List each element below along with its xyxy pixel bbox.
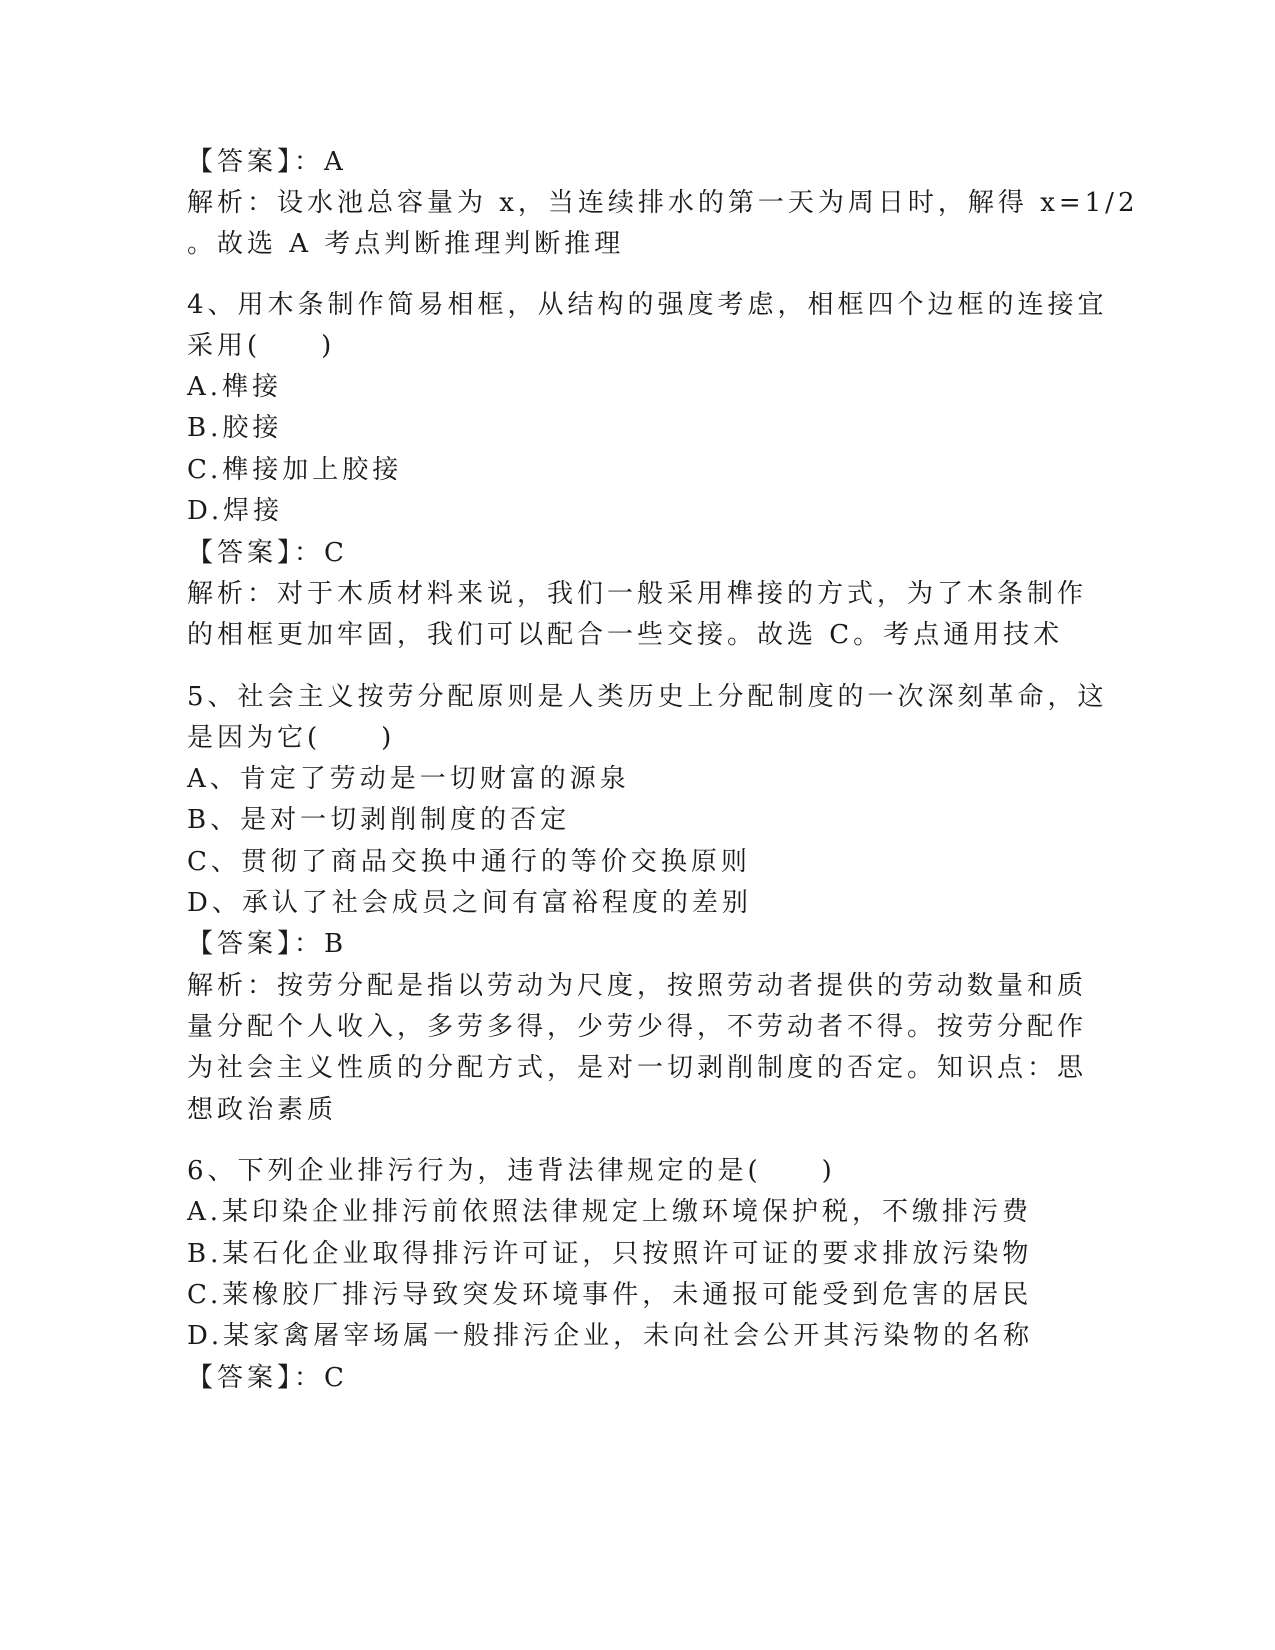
option-d: D、承认了社会成员之间有富裕程度的差别 xyxy=(187,888,752,918)
option-a: A.榫接 xyxy=(187,372,283,402)
option-a: A、肯定了劳动是一切财富的源泉 xyxy=(187,764,630,794)
answer-line: 【答案】：C xyxy=(187,538,348,568)
option-c: C.榫接加上胶接 xyxy=(187,455,403,485)
analysis-line: 解析：按劳分配是指以劳动为尺度，按照劳动者提供的劳动数量和质 xyxy=(187,971,1088,1001)
analysis-line: 解析：设水池总容量为 x，当连续排水的第一天为周日时，解得 x=1/2 xyxy=(187,188,1139,218)
option-d: D.焊接 xyxy=(187,496,284,526)
answer-line: 【答案】：C xyxy=(187,1363,348,1393)
question-stem: 采用( ) xyxy=(187,331,336,361)
option-b: B.胶接 xyxy=(187,413,283,443)
question-stem: 是因为它( ) xyxy=(187,723,396,753)
answer-line: 【答案】：A xyxy=(187,147,347,177)
analysis-line: 量分配个人收入，多劳多得，少劳少得，不劳动者不得。按劳分配作 xyxy=(187,1012,1088,1042)
question-stem: 6、下列企业排污行为，违背法律规定的是( ) xyxy=(187,1156,836,1186)
analysis-line: 为社会主义性质的分配方式，是对一切剥削制度的否定。知识点：思 xyxy=(187,1053,1088,1083)
option-c: C.莱橡胶厂排污导致突发环境事件，未通报可能受到危害的居民 xyxy=(187,1280,1033,1310)
option-d: D.某家禽屠宰场属一般排污企业，未向社会公开其污染物的名称 xyxy=(187,1321,1034,1351)
option-b: B.某石化企业取得排污许可证，只按照许可证的要求排放污染物 xyxy=(187,1239,1033,1269)
option-a: A.某印染企业排污前依照法律规定上缴环境保护税，不缴排污费 xyxy=(187,1197,1033,1227)
answer-line: 【答案】：B xyxy=(187,929,348,959)
option-c: C、贯彻了商品交换中通行的等价交换原则 xyxy=(187,847,751,877)
analysis-line: 。故选 A 考点判断推理判断推理 xyxy=(187,229,625,259)
question-stem: 5、社会主义按劳分配原则是人类历史上分配制度的一次深刻革命，这 xyxy=(187,682,1108,712)
analysis-line: 想政治素质 xyxy=(187,1095,338,1125)
analysis-line: 的相框更加牢固，我们可以配合一些交接。故选 C。考点通用技术 xyxy=(187,620,1064,650)
question-stem: 4、用木条制作简易相框，从结构的强度考虑，相框四个边框的连接宜 xyxy=(187,290,1108,320)
option-b: B、是对一切剥削制度的否定 xyxy=(187,805,571,835)
analysis-line: 解析：对于木质材料来说，我们一般采用榫接的方式，为了木条制作 xyxy=(187,579,1088,609)
